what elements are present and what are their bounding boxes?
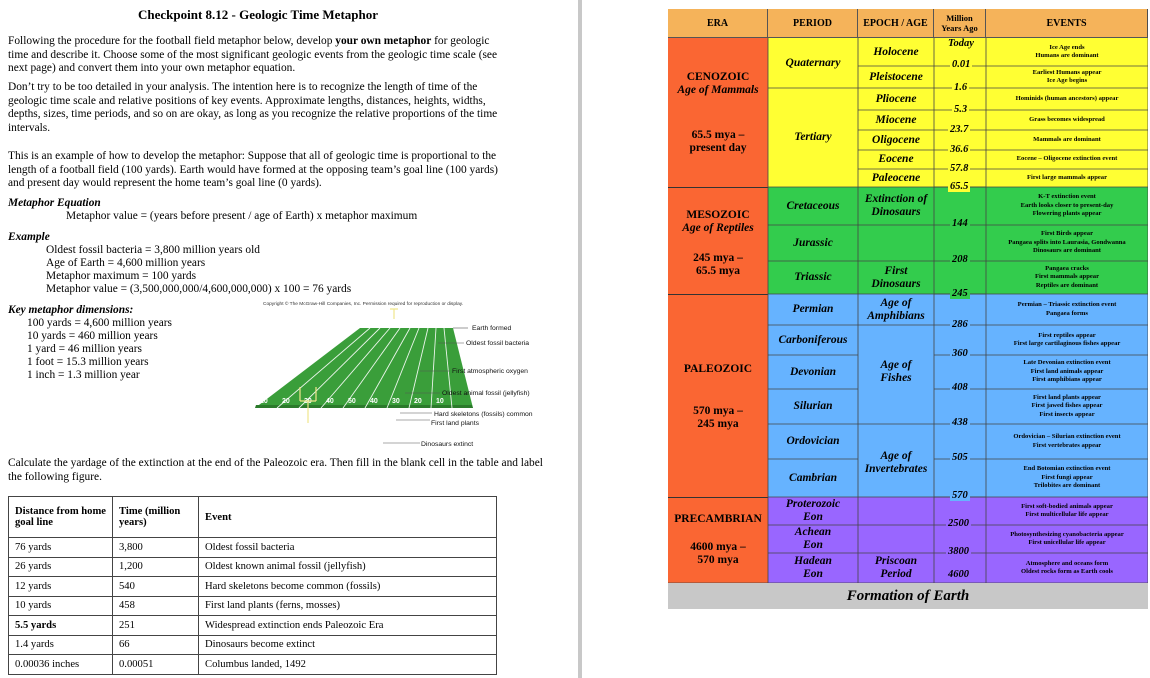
distance-table (8, 496, 497, 675)
event-cell: First land plants appear First jawed fishes appear First insects appear (1031, 393, 1103, 418)
yard-mark: 20 (282, 398, 290, 405)
event-cell: Widespread extinction ends Paleozoic Era (199, 616, 497, 636)
time-cell: 251 (113, 616, 199, 636)
table-header-row (9, 497, 497, 538)
event-cell: Grass becomes widespread (1029, 115, 1105, 123)
geologic-time-chart (668, 9, 1148, 609)
distance-cell: 12 yards (9, 577, 113, 597)
mya-tick: 1.6 (954, 82, 968, 93)
era-precambrian-range: 4600 mya – 570 mya (690, 541, 746, 566)
epoch-eocene: Eocene (878, 153, 914, 165)
event-cell: Columbus landed, 1492 (199, 655, 497, 675)
copyright-notice: Copyright © The McGraw-Hill Companies, Inc. Permission required for reproduction or display. (263, 302, 464, 307)
column-header: Distance from home goal line (9, 497, 113, 538)
age-of-invertebrates: Age of Invertebrates (864, 450, 928, 475)
figure-label: First land plants (431, 420, 479, 427)
table-row (9, 596, 497, 616)
age-of-fishes: Age of Fishes (880, 359, 912, 384)
period-carboniferous: Carboniferous (778, 333, 848, 346)
epoch-paleocene: Paleocene (871, 171, 921, 184)
event-cell: Pangaea cracks First mammals appear Reptiles are dominant (1034, 264, 1100, 289)
eon-proterozoic: Proterozoic Eon (785, 498, 841, 523)
period-tertiary: Tertiary (794, 131, 832, 143)
yard-mark: 30 (392, 398, 400, 405)
distance-cell: 0.00036 inches (9, 655, 113, 675)
epoch-pliocene: Pliocene (875, 92, 917, 105)
period-jurassic: Jurassic (793, 236, 833, 249)
event-cell: Ordovician – Silurian extinction event First vertebrates appear (1013, 433, 1121, 449)
figure-label: Dinosaurs extinct (421, 441, 474, 448)
example-heading: Example (8, 231, 50, 243)
distance-cell: 5.5 yards (9, 616, 113, 636)
event-cell: Ice Age ends Humans are dominant (1035, 43, 1099, 59)
era-cenozoic: CENOZOIC Age of Mammals (677, 71, 759, 96)
eon-achean: Achean Eon (794, 526, 832, 551)
formation-of-earth-footer: Formation of Earth (668, 583, 1148, 609)
event-cell: First land plants (ferns, mosses) (199, 596, 497, 616)
time-cell: 1,200 (113, 557, 199, 577)
instruction-text: Calculate the yardage of the extinction at the end of the Paleozoic era. Then fill in the blank cell in the table and label the following figure. (8, 457, 543, 483)
event-cell: End Botomian extinction event First fungi appear Trilobites are dominant (1023, 465, 1111, 490)
table-row (9, 577, 497, 597)
event-cell: Oldest fossil bacteria (199, 538, 497, 558)
period-devonian: Devonian (790, 365, 836, 378)
mya-tick: 360 (952, 348, 968, 359)
time-cell: 458 (113, 596, 199, 616)
era-mesozoic-range: 245 mya – 65.5 mya (693, 252, 743, 277)
yard-mark: 30 (304, 398, 312, 405)
intro-paragraph-2: Don’t try to be too detailed in your analysis. The intention here is to recognize the length of time of the geologic time scale and relative positions of key events. Approximate lengths, distances, heights, widths, depths, sizes, time periods, and so on are okay, as long as you recognize the relative proportions of the time intervals. (8, 81, 498, 134)
mya-tick: 4600 (948, 569, 969, 580)
mya-tick: 23.7 (950, 124, 969, 135)
event-cell: Atmosphere and oceans form Oldest rocks form as Earth cools (1020, 559, 1113, 575)
distance-cell: 1.4 yards (9, 635, 113, 655)
time-cell: 0.00051 (113, 655, 199, 675)
header-era: ERA (668, 9, 768, 38)
period-quaternary: Quaternary (785, 56, 841, 69)
figure-label: Oldest fossil bacteria (466, 340, 530, 347)
event-cell: Permian – Triassic extinction event Pangaea forms (1017, 301, 1117, 317)
mya-tick: 286 (952, 319, 968, 330)
age-extinction-of-dinosaurs: Extinction of Dinosaurs (864, 193, 928, 218)
yard-mark: 40 (370, 398, 378, 405)
field-edge (255, 405, 473, 408)
epoch-pleistocene: Pleistocene (869, 70, 923, 83)
mya-tick: 438 (952, 417, 968, 428)
example-line: Age of Earth = 4,600 million years (46, 257, 206, 269)
mya-tick: 57.8 (950, 163, 969, 174)
example-line: Oldest fossil bacteria = 3,800 million years old (46, 244, 260, 256)
mya-tick: 5.3 (954, 104, 968, 115)
event-cell: Late Devonian extinction event First land animals appear First amphibians appear (1023, 359, 1111, 384)
table-row (9, 655, 497, 675)
epoch-miocene: Miocene (875, 113, 917, 126)
intro-paragraph-3: This is an example of how to develop the metaphor: Suppose that all of geologic time is proportional to the length of a football field (100 yards). Earth would have formed at the opposing team’s goal line (100 yards) and present day would represent the home team’s goal line (0 yards). (8, 150, 498, 190)
mya-tick: 3800 (948, 546, 969, 557)
epoch-holocene: Holocene (873, 45, 919, 58)
example-line: Metaphor maximum = 100 yards (46, 270, 197, 282)
period-cambrian: Cambrian (789, 471, 837, 484)
era-paleozoic: PALEOZOIC (683, 362, 753, 375)
mya-tick: 0.01 (952, 59, 971, 70)
figure-label: Earth formed (472, 325, 512, 332)
figure-label: Hard skeletons (fossils) common (434, 411, 533, 418)
mya-tick: 144 (952, 218, 968, 229)
eon-hadean: Hadean Eon (794, 555, 832, 580)
header-events: EVENTS (986, 9, 1148, 38)
period-permian: Permian (792, 303, 834, 315)
yard-mark: 10 (260, 398, 268, 405)
dimension-line: 1 yard = 46 million years (27, 343, 142, 355)
period-cretaceous: Cretaceous (786, 199, 840, 212)
distance-cell: 10 yards (9, 596, 113, 616)
dimension-line: 1 foot = 15.3 million years (27, 356, 149, 368)
priscoan-period: Priscoan Period (874, 555, 918, 580)
time-cell: 3,800 (113, 538, 199, 558)
dimension-line: 10 yards = 460 million years (27, 330, 158, 342)
distance-cell: 76 yards (9, 538, 113, 558)
era-cenozoic-range: 65.5 mya – present day (689, 129, 747, 154)
equation-formula: Metaphor value = (years before present / age of Earth) x metaphor maximum (66, 210, 418, 222)
event-cell: Hard skeletons become common (fossils) (199, 577, 497, 597)
mya-tick: 408 (952, 382, 968, 393)
header-mya: Million Years Ago (934, 9, 986, 38)
event-cell: First soft-bodied animals appear First multicellular life appear (1021, 502, 1113, 518)
column-header: Event (199, 497, 497, 538)
header-epoch: EPOCH / AGE (858, 9, 934, 38)
era-mesozoic: MESOZOIC Age of Reptiles (682, 209, 754, 234)
era-paleozoic-range: 570 mya – 245 mya (693, 405, 743, 430)
header-period: PERIOD (768, 9, 858, 38)
figure-label: Oldest animal fossil (jellyfish) (442, 390, 530, 397)
event-cell: Photosynthesizing cyanobacteria appear First unicellular life appear (1010, 530, 1124, 546)
epoch-oligocene: Oligocene (872, 133, 920, 146)
time-cell: 540 (113, 577, 199, 597)
distance-cell: 26 yards (9, 557, 113, 577)
table-row (9, 616, 497, 636)
table-row (9, 557, 497, 577)
era-precambrian: PRECAMBRIAN (674, 512, 762, 525)
page-title: Checkpoint 8.12 - Geologic Time Metaphor (138, 7, 379, 22)
example-line: Metaphor value = (3,500,000,000/4,600,000,000) x 100 = 76 yards (46, 283, 352, 295)
yard-mark: 40 (326, 398, 334, 405)
event-cell: Oldest known animal fossil (jellyfish) (199, 557, 497, 577)
event-cell: Dinosaurs become extinct (199, 635, 497, 655)
event-cell: Earliest Humans appear Ice Age begins (1032, 68, 1102, 84)
event-cell: First large mammals appear (1026, 173, 1108, 181)
dimensions-heading: Key metaphor dimensions: (8, 304, 134, 316)
field-surface (255, 328, 473, 408)
table-row (9, 538, 497, 558)
period-ordovician: Ordovician (786, 435, 840, 447)
dimension-line: 100 yards = 4,600 million years (27, 317, 172, 329)
mya-tick: 570 (952, 490, 968, 501)
dimension-line: 1 inch = 1.3 million year (27, 369, 140, 381)
event-cell: Mammals are dominant (1033, 135, 1101, 143)
event-cell: First Birds appear Pangaea splits into Laurasia, Gondwanna Dinosaurs are dominant (1008, 230, 1126, 255)
mya-tick: 208 (952, 254, 968, 265)
mya-tick: Today (948, 38, 974, 49)
age-first-dinosaurs: First Dinosaurs (871, 264, 921, 290)
figure-label: First atmospheric oxygen (452, 368, 528, 375)
yard-mark: 20 (414, 398, 422, 405)
mya-tick: 505 (952, 452, 968, 463)
mya-tick: 36.6 (950, 144, 969, 155)
column-header: Time (million years) (113, 497, 199, 538)
age-of-amphibians: Age of Amphibians (867, 296, 925, 322)
event-cell: Eocene – Oligocene extinction event (1016, 155, 1118, 163)
mya-tick: 2500 (948, 518, 969, 529)
period-triassic: Triassic (794, 271, 832, 283)
event-cell: First reptiles appear First large cartilaginous fishes appear (1013, 331, 1121, 347)
equation-heading: Metaphor Equation (8, 197, 101, 209)
intro-paragraph-1: Following the procedure for the football field metaphor below, develop your own metaphor for geologic time and describe it. Choose some of the most significant geologic events from the geologic time scale (see next page) and convert them into your own metaphor equation. (8, 35, 498, 75)
yard-mark: 50 (348, 398, 356, 405)
period-silurian: Silurian (793, 400, 833, 412)
page-divider (578, 0, 582, 678)
mya-tick: 245 (952, 288, 968, 299)
table-row (9, 635, 497, 655)
event-cell: K-T extinction event Earth looks closer to present-day Flowering plants appear (1020, 193, 1114, 218)
time-cell: 66 (113, 635, 199, 655)
event-cell: Hominids (human ancestors) appear (1015, 94, 1119, 102)
mya-tick: 65.5 (950, 181, 969, 192)
yard-mark: 10 (436, 398, 444, 405)
